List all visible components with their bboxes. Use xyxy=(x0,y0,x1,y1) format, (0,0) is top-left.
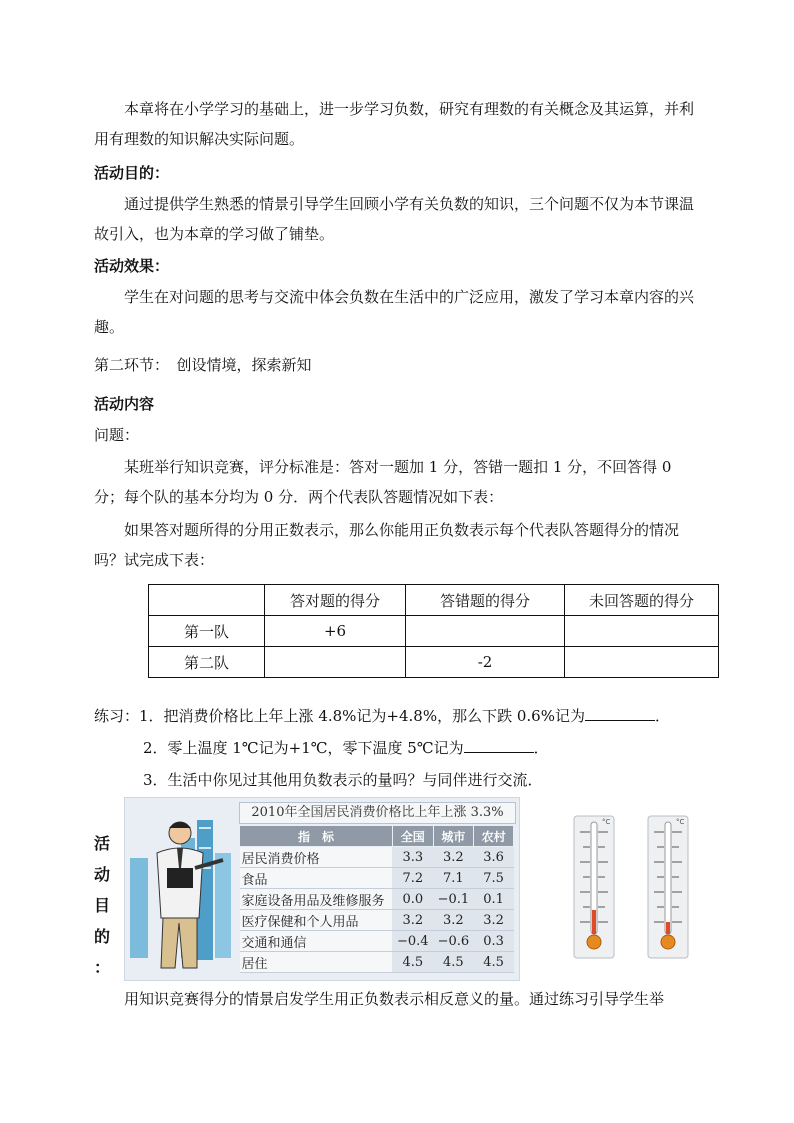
thermometer-left xyxy=(574,816,614,958)
exercise-3: 3．生活中你见过其他用负数表示的量吗？与同伴进行交流． xyxy=(143,771,543,789)
table-header: 答对题的得分 xyxy=(265,585,406,616)
cpi-cell: 0.3 xyxy=(474,931,514,952)
answer-blank xyxy=(464,734,534,753)
exercise-1-text: 练习：1．把消费价格比上年上涨 4.8%记为+4.8%，那么下跌 0.6%记为 xyxy=(94,707,585,725)
thermometer-right xyxy=(648,816,688,958)
cpi-cell: 居住 xyxy=(240,952,393,973)
purpose-paragraph: 通过提供学生熟悉的情景引导学生回顾小学有关负数的知识，三个问题不仅为本节课温故引入，也为本章的学习做了铺垫。 xyxy=(94,195,695,243)
table-cell xyxy=(149,585,265,616)
cpi-cell: 医疗保健和个人用品 xyxy=(240,910,393,931)
intro-paragraph: 本章将在小学学习的基础上，进一步学习负数，研究有理数的有关概念及其运算，并利用有理数的知识解决实际问题。 xyxy=(94,100,695,148)
cpi-cell: −0.6 xyxy=(433,931,474,952)
cpi-header: 城市 xyxy=(433,826,474,847)
table-cell: +6 xyxy=(265,616,406,647)
table-cell: 第一队 xyxy=(149,616,265,647)
vertical-char: 动 xyxy=(93,865,110,884)
cpi-cell: 食品 xyxy=(240,868,393,889)
cpi-cell: 7.1 xyxy=(433,868,474,889)
table-row xyxy=(240,868,514,889)
table-cell xyxy=(565,647,719,678)
table-header: 答错题的得分 xyxy=(406,585,565,616)
cpi-title: 2010年全国居民消费价格比上年上涨 3.3% xyxy=(239,802,516,824)
table-row xyxy=(149,616,719,647)
table-row xyxy=(240,847,514,868)
cpi-header: 农村 xyxy=(474,826,514,847)
question-paragraph: 如果答对题所得的分用正数表示，那么你能用正负数表示每个代表队答题得分的情况吗？试完成下表： xyxy=(94,521,680,569)
table-row xyxy=(240,931,514,952)
table-cell: 第二队 xyxy=(149,647,265,678)
cpi-cell: 7.5 xyxy=(474,868,514,889)
cpi-cell: 3.2 xyxy=(433,910,474,931)
cpi-header: 全国 xyxy=(392,826,433,847)
cpi-figure xyxy=(124,797,520,981)
cpi-cell: −0.1 xyxy=(433,889,474,910)
cpi-cell: 居民消费价格 xyxy=(240,847,393,868)
man-illustration xyxy=(125,798,240,980)
cpi-cell: 3.2 xyxy=(433,847,474,868)
vertical-char: 的 xyxy=(93,927,110,946)
cpi-cell: 4.5 xyxy=(474,952,514,973)
table-row xyxy=(240,910,514,931)
cpi-table xyxy=(239,825,514,973)
thermometers-illustration xyxy=(566,812,706,962)
table-header: 未回答题的得分 xyxy=(565,585,719,616)
exercise-1: 练习：1．把消费价格比上年上涨 4.8%记为+4.8%，那么下跌 0.6%记为 ． xyxy=(94,701,706,731)
cpi-cell: 7.2 xyxy=(392,868,433,889)
answer-blank xyxy=(585,702,655,721)
heading-content: 活动内容 xyxy=(94,395,155,413)
table-row xyxy=(149,647,719,678)
cpi-cell: 家庭设备用品及维修服务 xyxy=(240,889,393,910)
table-cell: -2 xyxy=(406,647,565,678)
effect-paragraph: 学生在对问题的思考与交流中体会负数在生活中的广泛应用，激发了学习本章内容的兴趣。 xyxy=(94,288,695,336)
vertical-char: 目 xyxy=(93,896,110,915)
cpi-header: 指 标 xyxy=(240,826,393,847)
score-table xyxy=(148,584,719,678)
cpi-cell: 3.2 xyxy=(474,910,514,931)
unit-label: °C xyxy=(602,818,611,826)
exercise-2-text: 2．零上温度 1℃记为+1℃，零下温度 5℃记为 xyxy=(143,739,464,757)
table-cell xyxy=(406,616,565,647)
section-two-title: 第二环节： 创设情境，探索新知 xyxy=(94,356,312,374)
vertical-char: ： xyxy=(93,958,110,977)
problem-paragraph: 某班举行知识竞赛，评分标准是：答对一题加 1 分，答错一题扣 1 分，不回答得 0 分；每个队的基本分均为 0 分．两个代表队答题情况如下表： xyxy=(94,458,672,506)
cpi-cell: 0.1 xyxy=(474,889,514,910)
unit-label: °C xyxy=(676,818,685,826)
last-paragraph: 用知识竞赛得分的情景启发学生用正负数表示相反意义的量。通过练习引导学生举 xyxy=(124,990,665,1008)
table-header-row xyxy=(149,585,719,616)
problem-label: 问题： xyxy=(94,426,140,444)
table-row xyxy=(240,952,514,973)
cpi-cell: 交通和通信 xyxy=(240,931,393,952)
table-cell xyxy=(265,647,406,678)
heading-effect: 活动效果： xyxy=(94,257,170,275)
cpi-cell: −0.4 xyxy=(392,931,433,952)
cpi-cell: 3.6 xyxy=(474,847,514,868)
heading-purpose: 活动目的： xyxy=(94,164,170,182)
cpi-cell: 4.5 xyxy=(392,952,433,973)
cpi-cell: 0.0 xyxy=(392,889,433,910)
cpi-cell: 3.2 xyxy=(392,910,433,931)
table-cell xyxy=(565,616,719,647)
vertical-char: 活 xyxy=(93,834,110,853)
exercise-2: 2．零上温度 1℃记为+1℃，零下温度 5℃记为 ． xyxy=(143,733,703,763)
vertical-heading xyxy=(90,828,114,983)
table-row xyxy=(240,889,514,910)
cpi-cell: 4.5 xyxy=(433,952,474,973)
cpi-cell: 3.3 xyxy=(392,847,433,868)
